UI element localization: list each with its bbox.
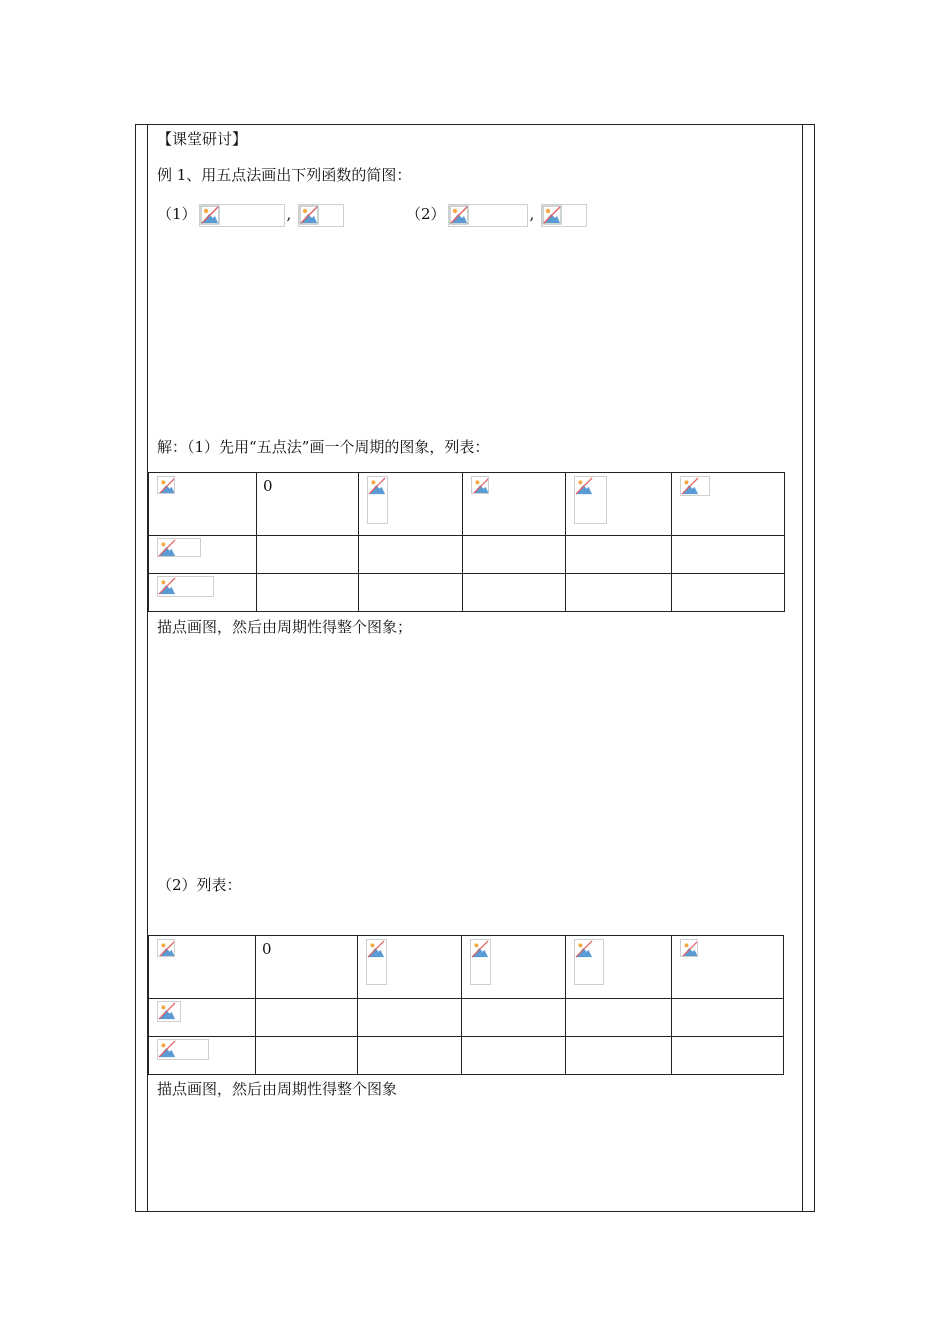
table-cell <box>149 574 257 612</box>
example-items-2 <box>406 201 589 227</box>
broken-image-icon <box>471 476 489 494</box>
table-cell <box>359 473 463 536</box>
table-cell <box>672 936 784 999</box>
solution-intro: 解：（1）先用“五点法”画一个周期的图象，列表： <box>157 438 490 456</box>
table-cell <box>257 574 359 612</box>
table-cell <box>463 473 566 536</box>
broken-image-icon <box>157 1039 209 1060</box>
table-cell <box>462 936 566 999</box>
table-cell <box>256 1037 358 1075</box>
cell-value: 0 <box>262 940 272 958</box>
broken-image-icon <box>541 204 587 227</box>
item1-label: （1） <box>157 205 197 223</box>
table-cell <box>566 999 672 1037</box>
table-cell <box>149 473 257 536</box>
comma-2: , <box>529 205 535 223</box>
table-cell <box>149 999 256 1037</box>
table-cell <box>566 536 672 574</box>
example-items <box>157 201 346 227</box>
value-table-1 <box>148 472 785 612</box>
broken-image-icon <box>157 1001 181 1022</box>
cell-value: 0 <box>263 477 273 495</box>
part2-intro: （2）列表： <box>157 876 242 894</box>
table-cell <box>149 936 256 999</box>
broken-image-icon <box>574 476 607 524</box>
table-cell <box>463 574 566 612</box>
table-cell <box>462 999 566 1037</box>
broken-image-icon <box>680 476 710 496</box>
table-cell <box>672 473 785 536</box>
table-cell <box>672 574 785 612</box>
broken-image-icon <box>157 538 201 557</box>
broken-image-icon <box>470 939 491 985</box>
broken-image-icon <box>367 476 388 524</box>
section-heading: 【课堂研讨】 <box>157 130 248 148</box>
value-table-2 <box>148 935 784 1075</box>
table-cell <box>462 1037 566 1075</box>
broken-image-icon <box>366 939 387 985</box>
table-cell <box>358 999 462 1037</box>
table-cell <box>358 1037 462 1075</box>
table-cell <box>359 536 463 574</box>
plot-note-2: 描点画图，然后由周期性得整个图象 <box>157 1080 398 1098</box>
table-cell <box>672 999 784 1037</box>
plot-note-1: 描点画图，然后由周期性得整个图象； <box>157 618 413 636</box>
table-cell <box>256 999 358 1037</box>
example-title: 例 1、用五点法画出下列函数的简图： <box>157 166 412 184</box>
table-cell <box>672 536 785 574</box>
item2-label: （2） <box>406 205 446 223</box>
table-cell <box>256 936 358 999</box>
broken-image-icon <box>157 576 214 597</box>
table-cell <box>566 936 672 999</box>
broken-image-icon <box>157 476 175 494</box>
table-cell <box>566 574 672 612</box>
broken-image-icon <box>199 204 285 227</box>
table-cell <box>358 936 462 999</box>
broken-image-icon <box>448 204 528 227</box>
table-cell <box>149 1037 256 1075</box>
table-cell <box>672 1037 784 1075</box>
broken-image-icon <box>298 204 344 227</box>
comma-1: , <box>286 205 292 223</box>
table-cell <box>257 473 359 536</box>
table-cell <box>566 1037 672 1075</box>
table-cell <box>566 473 672 536</box>
broken-image-icon <box>574 939 604 985</box>
broken-image-icon <box>680 939 698 957</box>
table-cell <box>149 536 257 574</box>
table-cell <box>359 574 463 612</box>
table-cell <box>257 536 359 574</box>
broken-image-icon <box>157 939 175 957</box>
table-cell <box>463 536 566 574</box>
